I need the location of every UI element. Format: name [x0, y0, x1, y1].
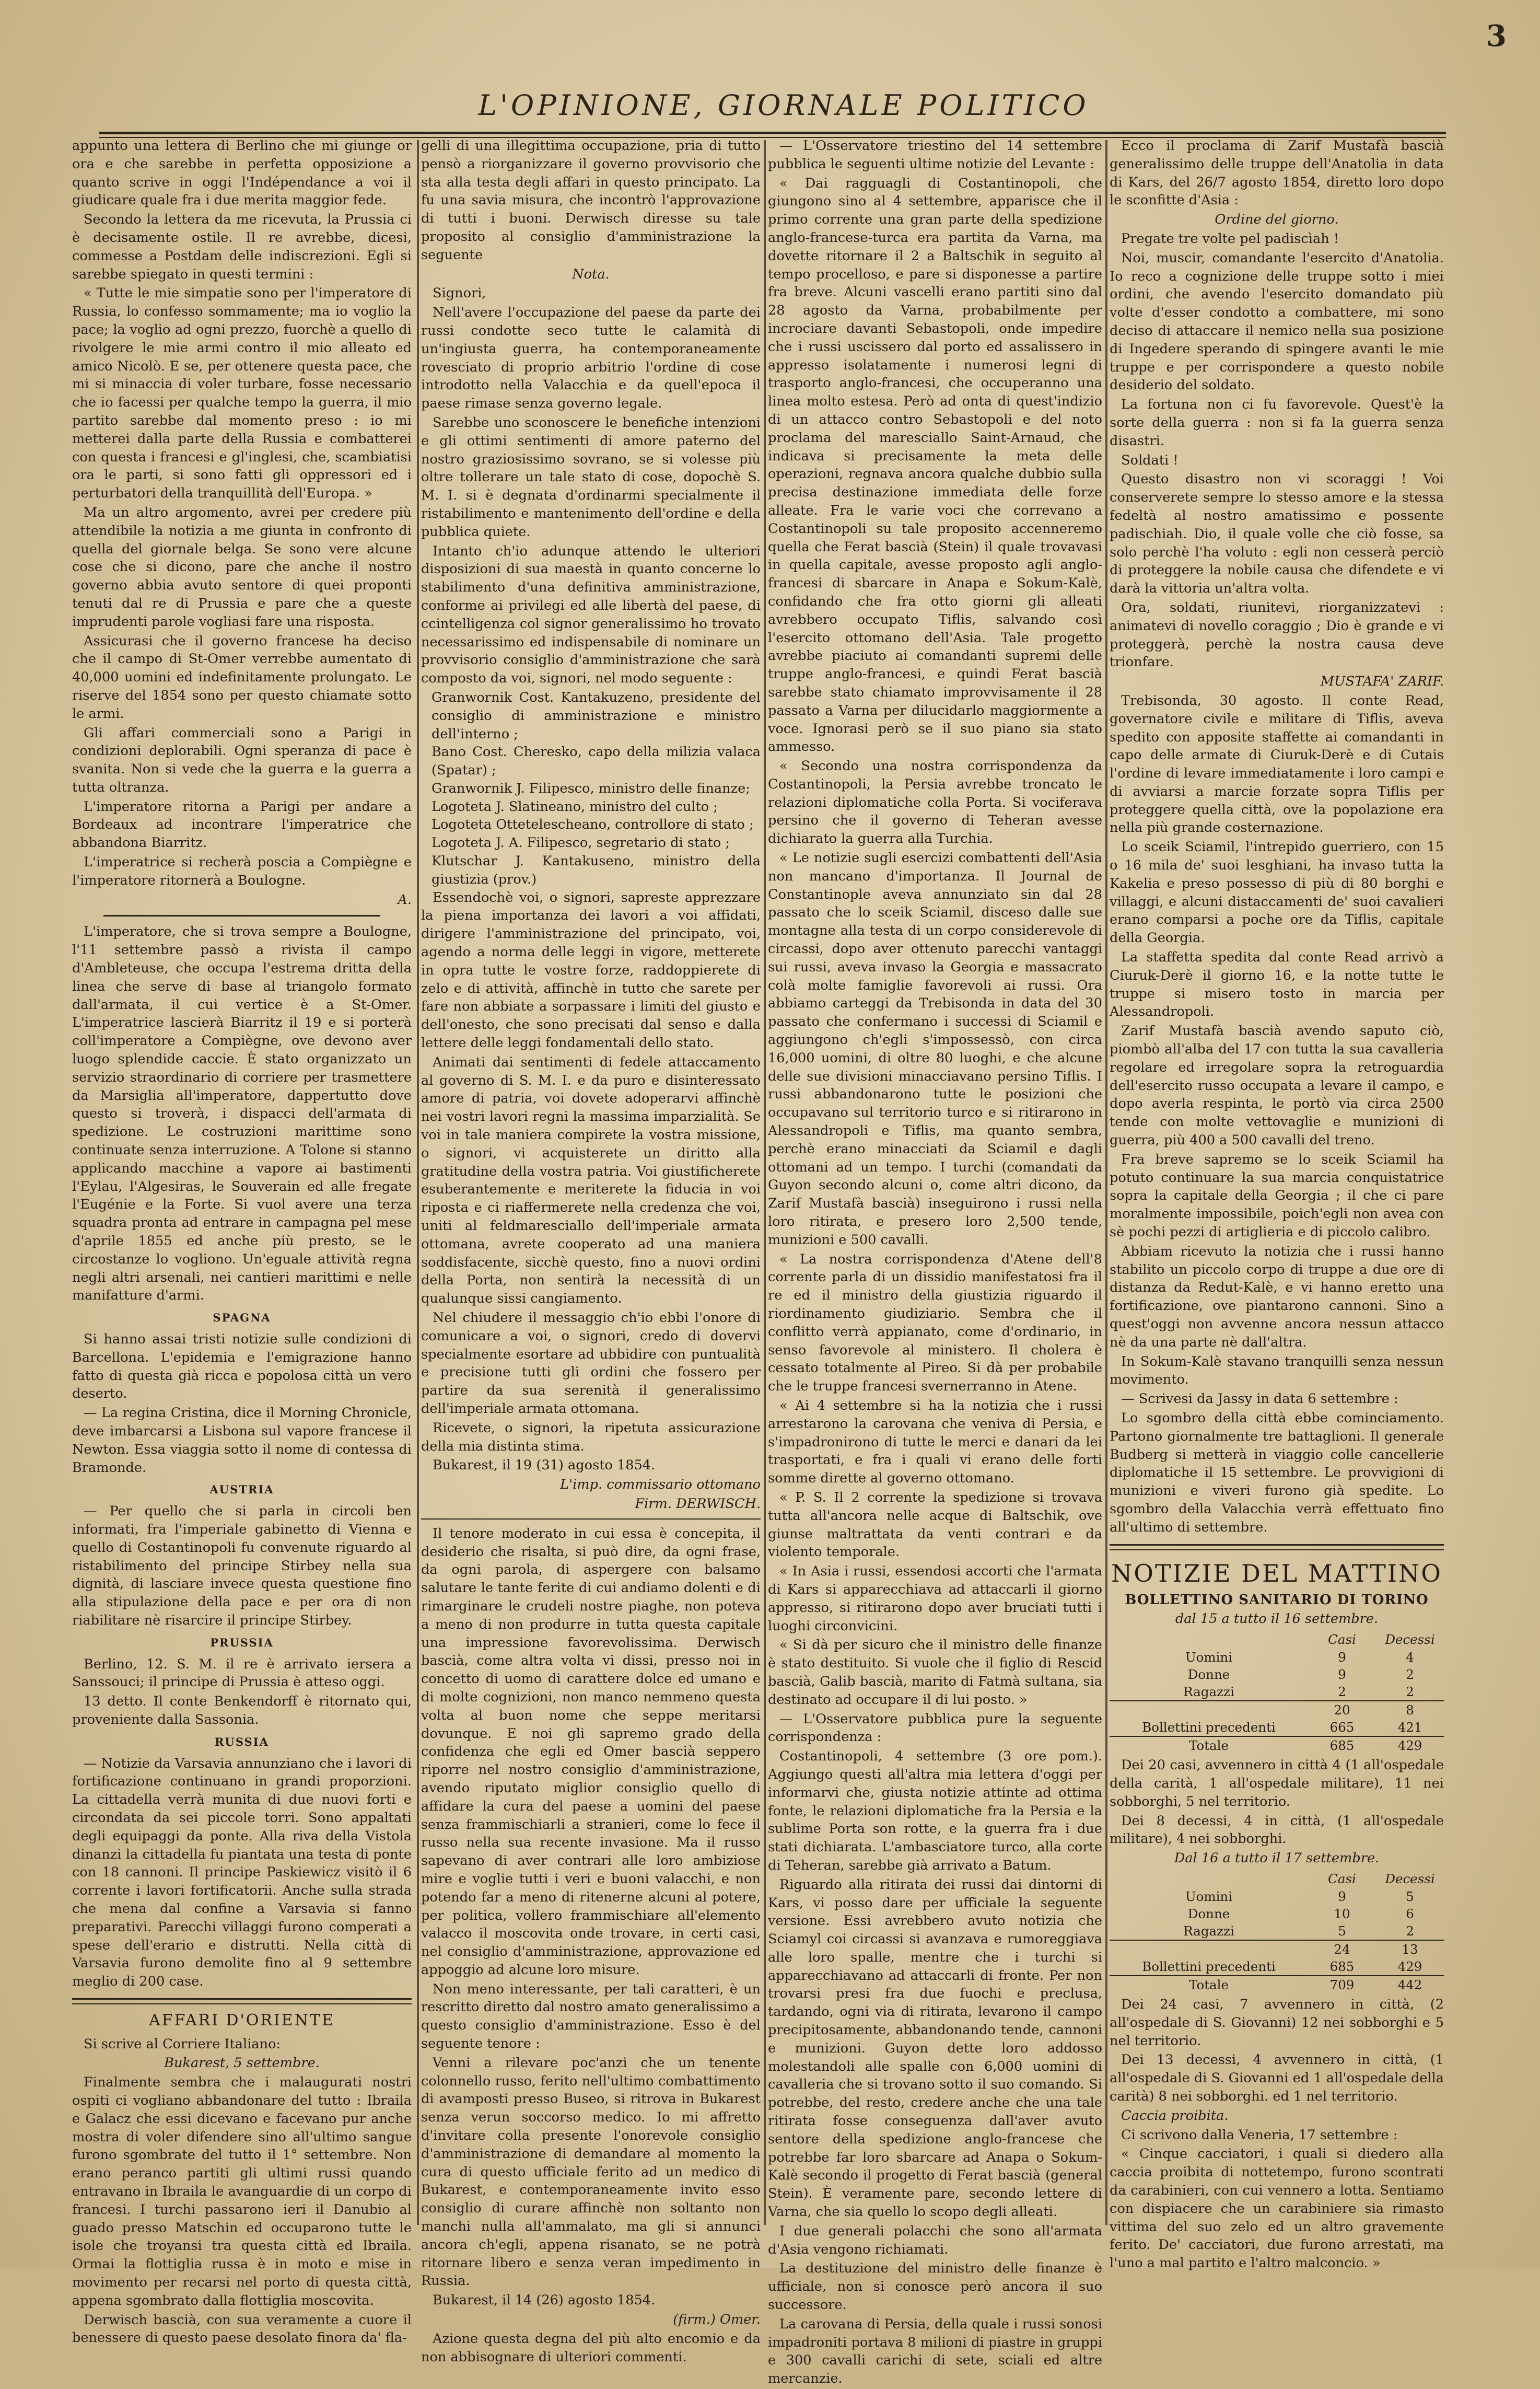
list-item: Granwornik Cost. Kantakuzeno, presidente del consiglio di amministrazione e ministro dell'interno ; [431, 689, 761, 742]
paragraph: — Notizie da Varsavia annunziano che i lavori di fortificazione continuano in grandi proporzioni. La cittadella verrà munita di due nuovi forti e circondata da sei piccole torri. Sono appaltati degli equipaggi da ponte. Alla riva della Vistola dinanzi la cittadella fu piantata una testa di ponte con 18 cannoni. Il principe Paskiewicz visitò il 6 corrente i lavori fortificatorii. Anche sulla strada che mena dal confine a Varsavia si fanno preparativi. Parecchi villaggi furono comperati a spese dell'erario e distrutti. Nella città di Varsavia furono demolite fino al 9 settembre meglio di 200 case. [72, 1755, 412, 1990]
paragraph: Dei 20 casi, avvennero in città 4 (1 all'ospedale della carità, 1 all'ospedale militare), 11 nei sobborghi, 5 nel territorio. [1110, 1757, 1444, 1810]
table-row-previous [1110, 1958, 1444, 1976]
cell-decessi: 429 [1376, 1736, 1444, 1754]
paragraph: « Tutte le mie simpatie sono per l'imperatore di Russia, lo confesso sommamente; ma io voglio la pace; la voglio ad ogni prezzo, fuorchè a quello di rivolgere le mie armi contro il mio alleato ed amico Nicolò. E se, per ottenere questa pace, che mi si minaccia di voler turbare, fosse necessario che io facessi per qualche tempo la guerra, il mio partito sarebbe dal momento preso : io mi metterei dalla parte della Russia e combatterei con questa i francesi e gl'inglesi, che, scambiatisi ora le parti, si sono fatti gli oppressori ed i perturbatori della tranquillità dell'Europa. » [72, 285, 412, 502]
row-label: Donne [1187, 1667, 1230, 1683]
paragraph: Soldati ! [1121, 452, 1179, 468]
paragraph: Gli affari commerciali sono a Parigi in condizioni deplorabili. Ogni speranza di pace è svanita. Non si vede che la guerra e la guerra a tutta oltranza. [72, 725, 412, 795]
paragraph: Dei 13 decessi, 4 avvennero in città, (1 all'ospedale di S. Giovanni ed 1 all'ospedale della carità) 8 nei sobborghi. ed 1 nel territorio. [1110, 2052, 1444, 2104]
paragraph: Si hanno assai tristi notizie sulle condizioni di Barcellona. L'epidemia e l'emigrazione hanno fatto di questa già ricca e popolosa città un vero deserto. [72, 1331, 412, 1402]
list-item: Logoteta J. Slatineano, ministro del culto ; [431, 798, 718, 815]
col-header-casi: Casi [1328, 1871, 1356, 1886]
list-item: Klutschar J. Kantakuseno, ministro della giustizia (prov.) [431, 853, 761, 887]
col-header-decessi: Decessi [1385, 1871, 1435, 1886]
paragraph: Derwisch bascià, con sua veramente a cuore il benessere di questo paese desolato finora da' fla- [72, 2312, 412, 2346]
table-row-previous [1110, 1719, 1444, 1736]
cell-casi: 709 [1308, 1976, 1376, 1993]
row-label: Uomini [1185, 1888, 1233, 1904]
section-heading-notizie-mattino: NOTIZIE DEL MATTINO [1111, 1559, 1442, 1587]
section-heading-austria: AUSTRIA [209, 1483, 274, 1497]
section-heading-spagna: SPAGNA [213, 1311, 271, 1325]
salutation: Signori, [433, 285, 486, 301]
list-item: Granwornik J. Filipesco, ministro delle finanze; [431, 780, 750, 796]
row-label: Uomini [1185, 1650, 1233, 1665]
paragraph: « Si dà per sicuro che il ministro delle finanze è stato destituito. Si vuole che il figlio di Rescid bascià, Galib bascià, marito di Fatmà sultana, sia destinato ad occupare il di lui posto. » [768, 1637, 1102, 1708]
paragraph: « Secondo una nostra corrispondenza da Costantinopoli, la Persia avrebbe troncato le relazioni diplomatiche colla Porta. Si vociferava persino che il governo di Teheran avesse dichiarato la guerra alla Turchia. [768, 758, 1102, 847]
paragraph: La fortuna non ci fu favorevole. Quest'è la sorte della guerra : non si fa la guerra senza disastri. [1110, 397, 1444, 449]
table-row [1110, 1666, 1444, 1683]
column-1 [72, 137, 412, 2348]
list-item: Logoteta Ottetelescheano, controllore di stato ; [431, 817, 754, 833]
paragraph: Nell'avere l'occupazione del paese da parte dei russi condotte seco tutte le calamità di un'ingiusta guerra, ha contemporaneamente rovesciato di proprio arbitrio l'ordine di cose introdotto nella Valacchia e da quell'epoca il paese rimase senza governo legale. [421, 305, 761, 412]
paragraph: I due generali polacchi che sono all'armata d'Asia vengono richiamati. [768, 2223, 1102, 2257]
paragraph: Dei 8 decessi, 4 in città, (1 all'ospedale militare), 4 nei sobborghi. [1110, 1813, 1444, 1847]
paragraph: Animati dai sentimenti di fedele attaccamento al governo di S. M. I. e da puro e disinteressato amore di patria, voi dovete adoperarvi affinchè nei vostri lavori regni la massima imparzialità. Se voi in tale maniera compirete la vostra missione, o signori, vi acquisterete un diritto alla gratitudine della vostra patria. Voi giustificherete esuberantemente e meriterete la fiducia in voi riposta e ci riaffermerete nella credenza che voi, uniti al feldmaresciallo dell'imperiale armata ottomana, avrete cooperato ad una maniera soddisfacente, sicchè questo, fino a nuovi ordini della Porta, non sentirà la necessità di un qualunque sissi cangiamento. [421, 1054, 761, 1307]
cell-casi: 5 [1338, 1923, 1346, 1939]
table-row-sum [1110, 1940, 1444, 1958]
paragraph: Noi, muscir, comandante l'esercito d'Anatolia. Io reco a cognizione delle truppe sotto i miei ordini, che avendo l'esercito domandato più volte d'esser condotto a combattere, mi sono deciso di attaccare il nemico nella sua posizione di Ingedere sperando di spingere avanti le mie truppe e per corrispondere a questo nobile desiderio del soldato. [1110, 250, 1444, 393]
row-label: Totale [1110, 1736, 1308, 1754]
double-rule [1110, 1544, 1444, 1550]
table-row-total [1110, 1736, 1444, 1754]
column-divider-3 [1105, 140, 1107, 2225]
order-title: Ordine del giorno. [1215, 212, 1339, 228]
cell-decessi: 5 [1406, 1888, 1414, 1904]
table-row-total [1110, 1976, 1444, 1993]
paragraph: L'imperatrice si recherà poscia a Compiègne e l'imperatore ritornerà a Boulogne. [72, 854, 412, 888]
row-label: Bollettini precedenti [1142, 1720, 1276, 1735]
paragraph: Ricevete, o signori, la ripetuta assicurazione della mia distinta stima. [421, 1420, 761, 1454]
paragraph: Si scrive al Corriere Italiano: [84, 2036, 281, 2052]
paragraph: Berlino, 12. S. M. il re è arrivato iersera a Sanssouci; il principe di Prussia è atteso oggi. [72, 1656, 412, 1690]
paragraph: appunto una lettera di Berlino che mi giunge or ora e che sarebbe in perfetta opposizione a quanto scrive in oggi l'Indépendance a voi il giudicare quale fra i due merita maggior fede. [72, 138, 412, 208]
cell-decessi: 421 [1397, 1720, 1422, 1735]
paragraph: Ma un altro argomento, avrei per credere più attendibile la notizia a me giunta in confronto di quella del giornale belga. Se sono vere alcune cose che si dicono, pare che anche il nostro governo abbia avuto sentore di quei proponti tenuti dal re di Prussia e pare che a queste imprudenti parole vogliasi fare una risposta. [72, 504, 412, 630]
paragraph: Costantinopoli, 4 settembre (3 ore pom.). Aggiungo questi all'altra mia lettera d'oggi per informarvi che, giusta notizie attinte ad ottima fonte, le relazioni diplomatiche fra la Persia e la sublime Porta son rotte, e la guerra fra i due stati dichiarata. L'ambasciatore turco, alla corte di Teheran, sarebbe già arrivato a Batum. [768, 1748, 1102, 1873]
paragraph: La staffetta spedita dal conte Read arrivò a Ciuruk-Derè il giorno 16, e la notte tutte le truppe si misero tosto in marcia per Alessandropoli. [1110, 949, 1444, 1020]
double-rule [72, 1998, 412, 2004]
paragraph: In Sokum-Kalè stavano tranquilli senza nessun movimento. [1110, 1353, 1444, 1388]
cell-casi: 10 [1334, 1906, 1350, 1921]
bulletin-period: dal 15 a tutto il 16 settembre. [1175, 1611, 1379, 1627]
paragraph: Lo sceik Sciamil, l'intrepido guerriero, con 15 o 16 mila de' suoi lesghiani, ha invaso tutta la Kakelia e preso possesso di più di 80 borghi e villaggi, e alcuni distaccamenti de' suoi cavalieri erano comparsi a poche ore da Tiflis, capitale della Georgia. [1110, 839, 1444, 946]
cell-casi: 24 [1308, 1940, 1376, 1958]
section-heading-prussia: PRUSSIA [210, 1636, 274, 1649]
paragraph: Finalmente sembra che i malaugurati nostri ospiti ci vogliano abbandonare del tutto : Ibraila e Galacz che essi dicevano e facevano pur anche mostra di voler difendere sino all'ultimo sangue furono sgombrate del tutto il 1° settembre. Non erano peranco partiti gli ultimi russi quando entravano in Ibraila le avanguardie di un corpo di francesi. I turchi passarono ieri il Danubio al guado presso Matschin ed occuparono tutte le isole che troyansi tra questa città ed Ibraila. Ormai la flottiglia russa è in moto e mise in movimento per recarsi nel porto di questa città, appena sgombrato dalla flottiglia moscovita. [72, 2074, 412, 2309]
paragraph: Zarif Mustafà bascià avendo saputo ciò, piombò all'alba del 17 con tutta la sua cavalleria regolare ed irregolare sopra la retroguardia dell'esercito russo occupata a levare il campo, e dopo averla respinta, le portò via circa 2500 tende con molte vettovaglie e munizioni di guerra, più 400 a 500 cavalli del treno. [1110, 1023, 1444, 1149]
note-title: Nota. [572, 266, 610, 282]
table-row [1110, 1649, 1444, 1666]
cell-decessi: 2 [1406, 1667, 1414, 1683]
paragraph: « Ai 4 settembre si ha la notizia che i russi arrestarono la carovana che veniva di Persia, e s'impadronirono di tutte le merci e danari da lei trasportati, e fra i quali vi erano delle forti somme dirette al governo ottomano. [768, 1397, 1102, 1487]
bulletin-title: BOLLETTINO SANITARIO DI TORINO [1125, 1592, 1429, 1608]
paragraph: « Le notizie sugli esercizi combattenti dell'Asia non mancano d'importanza. Il Journal de Constantinople aveva annunziato sin dal 28 passato che lo sceik Sciamil, disceso dalle sue montagne alla testa di un corpo considerevole di circassi, dopo aver ottenuto parecchi vantaggi sui russi, aveva invaso la Georgia e massacrato colà molte famiglie favorevoli ai russi. Ora abbiamo carteggi da Trebisonda in data del 30 passato che confermano i successi di Sciamil e aggiungono ch'egli s'impossessò, con circa 16,000 uomini, di oltre 80 luoghi, e che alcune delle sue divisioni minacciavano persino Tiflis. I russi abbandonarono tutte le posizioni che occupavano sul territorio turco e si ritirarono in Alessandropoli e Tiflis, ma quanto sembra, perchè erano minacciati da Sciamil e dagli ottomani ad un tempo. I turchi (comandati da Guyon secondo alcuni o, come altri dicono, da Zarif Mustafà bascià) inseguirono i russi nella loro ritirata, e presero loro 2,500 tende, munizioni e 500 cavalli. [768, 850, 1102, 1248]
paragraph: La carovana di Persia, della quale i russi sonosi impadroniti portava 8 milioni di piastre in gruppi e 300 cavalli carichi di sete, sciali ed altre mercanzie. [768, 2316, 1102, 2387]
table-row [1110, 1683, 1444, 1701]
paragraph: « Cinque cacciatori, i quali si diedero alla caccia proibita di nottetempo, furono scontrati da carabinieri, con cui vennero a lotta. Sentiamo con dispiacere che un carabiniere sia rimasto vittima del suo zelo ed un altro gravemente ferito. De' cacciatori, due furono arrestati, ma l'uno a mal partito e l'altro malconcio. » [1110, 2146, 1444, 2271]
paragraph: Ci scrivono dalla Veneria, 17 settembre : [1121, 2127, 1398, 2143]
row-label: Bollettini precedenti [1142, 1958, 1276, 1974]
paragraph: Ecco il proclama di Zarif Mustafà bascià generalissimo delle truppe dell'Anatolia in data di Kars, del 26/7 agosto 1854, diretto loro dopo le sconfitte d'Asia : [1110, 138, 1444, 208]
paragraph: Essendochè voi, o signori, sapreste apprezzare la piena importanza dei lavori a voi affidati, dirigere l'amministrazione del principato, voi, agendo a norma delle leggi in vigore, metterete in opra tutte le vostre forze, raddoppierete di zelo e di attività, affinchè in tutto che sarete per fare non abbiate a sorpassare i limiti del giusto e dell'onesto, che sono precisati dal senso e dalla lettere delle leggi fondamentali dello stato. [421, 889, 761, 1051]
cell-casi: 9 [1338, 1888, 1346, 1904]
paragraph: Riguardo alla ritirata dei russi dai dintorni di Kars, vi posso dare per ufficiale la seguente versione. Essi avrebbero avuto notizia che Sciamyl coi circassi si avanzava e rumoreggiava alle loro spalle, mentre che i turchi si apparecchiavano ad attaccarli di fronte. Per non trovarsi presi fra due fuochi e preclusa, tardando, ogni via di ritirata, levarono il campo precipitosamente, abbandonando tende, cannoni e munizioni. Guyon dette loro addosso molestandoli alle spalle con 6,000 uomini di cavalleria che si trovano sotto il suo comando. Si potrebbe, del resto, credere anche che una tale ritirata fosse conseguenza dall'aver avuto sentore della spedizione anglo-francese che potrebbe far loro sbarcare ad Anapa o Sokum-Kalè secondo il progetto di Ferat bascià (general Stein). È veramente pare, secondo lettere di Varna, che sia quello lo scopo degli alleati. [768, 1876, 1102, 2220]
cell-decessi: 2 [1406, 1684, 1414, 1700]
row-label: Ragazzi [1183, 1923, 1234, 1939]
cell-casi: 685 [1308, 1736, 1376, 1754]
paragraph: Questo disastro non vi scoraggi ! Voi conserverete sempre lo stesso amore e la stessa fedeltà al nostro amatissimo e possente padischiah. Dio, il quale volle che ciò fosse, sa solo perchè l'ha voluto : egli non cesserà perciò di proteggere la nobile causa che difendete e vi darà la vittoria un'altra volta. [1110, 471, 1444, 597]
paragraph: Intanto ch'io adunque attendo le ulteriori disposizioni di sua maestà in quanto concerne lo stabilimento d'una definitiva amministrazione, conforme ai privilegi ed alle libertà del paese, di ccintelligenza col signor generalissimo ho trovato necessarissimo ed indispensabile di nominare un provvisorio consiglio d'amministrazione che sarà composto da voi, signori, nel modo seguente : [421, 543, 761, 687]
list-item: Logoteta J. A. Filipesco, segretario di stato ; [431, 835, 730, 851]
paragraph: Assicurasi che il governo francese ha deciso che il campo di St-Omer verrebbe aumentato di 40,000 uomini ed indefinitamente prolungato. Le riserve del 1854 sono per questo chiamate sotto le armi. [72, 633, 412, 722]
cell-decessi: 6 [1406, 1906, 1414, 1921]
section-heading-russia: RUSSIA [215, 1735, 269, 1748]
paragraph: Abbiam ricevuto la notizia che i russi hanno stabilito un piccolo corpo di truppe a due ore di distanza da Redut-Kalè, e vi hanno eretto una fortificazione, ove piantarono cannoni. Sino a quest'oggi non avvenne ancora nessun attacco nè da una parte nè dall'altra. [1110, 1243, 1444, 1350]
cell-decessi: 2 [1406, 1923, 1414, 1939]
cell-decessi: 4 [1406, 1650, 1414, 1665]
table-row [1110, 1905, 1444, 1922]
paragraph: gelli di una illegittima occupazione, pria di tutto pensò a riorganizzare il governo provvisorio che sta alla testa degli affari in questo principato. La fu una savia misura, che incontrò l'approvazione di tutti i buoni. Derwisch diresse su tale proposito al consiglio d'amministrazione la seguente [421, 138, 761, 263]
paragraph: Lo sgombro della città ebbe cominciamento. Partono giornalmente tre battaglioni. Il generale Budberg si metterà in viaggio colle cancellerie diplomatiche il 15 settembre. Le provvigioni di munizioni e viveri furono già spedite. Lo sgombro della Valacchia verrà effettuato fino all'ultimo di settembre. [1110, 1410, 1444, 1535]
paragraph: « Dai ragguagli di Costantinopoli, che giungono sino al 4 settembre, apparisce che il primo corrente una gran parte della spedizione anglo-francese-turca era partita da Varna, ma dovette ritornare il 2 a Baltschik in seguito al tempo procelloso, e pare si disponesse a partire fra breve. Alcuni vascelli erano partiti sino dal 28 agosto da Varna, probabilmente per incrociare davanti Sebastopoli, onde impedire che i russi uscissero dal porto ed assalissero in appresso isolatamente i numerosi legni di trasporto anglo-francesi, che occuperanno una linea molto estesa. Però ad onta di quest'indizio di un attacco contro Sebastopoli e del noto proclama del maresciallo Saint-Arnaud, che indicava si precisamente la meta delle operazioni, regnava ancora qualche dubbio sulla precisa destinazione immediata delle forze alleate. Fra le varie voci che correvano a Costantinopoli su tale proposito accenneremo quella che Ferat bascià (Stein) il quale trovavasi in quella capitale, avesse proposto agli anglo-francesi di sbarcare in Anapa e Sokum-Kalè, confidando che fra otto giorni gli alleati avrebbero occupato Tiflis, salvando così l'esercito ottomano dell'Asia. Tale progetto avrebbe piaciuto ai comandanti supremi delle truppe anglo-francesi, e quindi Ferat bascià sarebbe stato chiamato improvvisamente il 28 passato a Varna per dilucidarlo maggiormente a voce. Ignorasi però se il suo piano sia stato ammesso. [768, 175, 1102, 755]
separator [103, 915, 380, 917]
dateline: Bukarest, il 14 (26) agosto 1854. [433, 2292, 656, 2309]
cell-casi: 9 [1338, 1667, 1346, 1683]
signature: L'imp. commissario ottomano [560, 1477, 761, 1493]
paragraph: — L'Osservatore pubblica pure la seguente corrispondenza : [768, 1711, 1102, 1745]
row-label: Ragazzi [1183, 1684, 1234, 1700]
paragraph: « P. S. Il 2 corrente la spedizione si trovava tutta all'ancora nelle acque di Baltschik, ove giunse maltrattata da venti contrari e da violento temporale. [768, 1489, 1102, 1560]
paragraph: Sarebbe uno sconoscere le benefiche intenzioni e gli ottimi sentimenti di amore paterno del nostro graziosissimo sovrano, se si volesse più oltre tollerare un tale stato di cose, dopochè S. M. I. si è degnata d'ordinarmi specialmente il ristabilimento e mantenimento dell'ordine e della pubblica quiete. [421, 414, 761, 540]
dateline: Bukarest, il 19 (31) agosto 1854. [433, 1457, 656, 1474]
column-divider-1 [417, 140, 419, 2225]
column-3 [768, 137, 1102, 2389]
list-item: Bano Cost. Cheresko, capo della milizia valaca (Spatar) ; [431, 744, 761, 779]
paragraph: Nel chiudere il messaggio ch'io ebbi l'onore di comunicare a voi, o signori, credo di dovervi specialmente esortare ad ubbidire con puntualità e precisione tutti gli ordini che fossero per partire da sua serenità il generalissimo dell'imperiale armata ottomana. [421, 1310, 761, 1417]
paragraph: Fra breve sapremo se lo sceik Sciamil ha potuto continuare la sua marcia conquistatrice sopra la capitale della Georgia ; il che ci pare moralmente impossibile, poich'egli non avea con sè pochi pezzi di artiglieria e di piccolo calibro. [1110, 1151, 1444, 1240]
bulletin-table-2 [1110, 1870, 1444, 1993]
cell-casi: 685 [1329, 1958, 1355, 1974]
paragraph: Trebisonda, 30 agosto. Il conte Read, governatore civile e militare di Tiflis, aveva spedito con apposite staffette ai comandanti in capo delle armate di Ciuruk-Derè e di Cutais l'ordine di levare immediatamente i loro campi e di avviarsi a marcie forzate sopra Tiflis per proteggere quella città, ove la popolazione era nella più grande costernazione. [1110, 692, 1444, 836]
signature: Firm. DERWISCH. [635, 1495, 761, 1512]
cell-casi: 9 [1338, 1650, 1346, 1665]
paragraph: L'imperatore ritorna a Parigi per andare a Bordeaux ad incontrare l'imperatrice che abbandona Biarritz. [72, 798, 412, 851]
signature: (firm.) Omer. [673, 2312, 761, 2328]
paragraph: Azione questa degna del più alto encomio e da non abbisognare di ulteriori commenti. [421, 2330, 761, 2365]
paragraph: Non meno interessante, per tali caratteri, è un rescritto diretto dal nostro amato generalissimo a questo consiglio d'amministrazione. Esso è del seguente tenore : [421, 1981, 761, 2052]
cell-decessi: 429 [1397, 1958, 1422, 1974]
bulletin-period: Dal 16 a tutto il 17 settembre. [1174, 1850, 1380, 1866]
row-label: Totale [1110, 1976, 1308, 1993]
table-row [1110, 1922, 1444, 1940]
running-head: L'OPINIONE, GIORNALE POLITICO [478, 89, 1089, 122]
paragraph: — La regina Cristina, dice il Morning Chronicle, deve imbarcarsi a Lisbona sul vapore francese il Newton. Essa viaggia sotto il nome di contessa di Bramonde. [72, 1405, 412, 1476]
row-label: Donne [1187, 1906, 1230, 1921]
paragraph: L'imperatore, che si trova sempre a Boulogne, l'11 settembre passò a rivista il campo d'Ambleteuse, che occupa l'estrema dritta della linea che serve di base al triangolo formato dall'armata, il cui vertice è a St-Omer. L'imperatrice lascierà Biarritz il 19 e si porterà coll'imperatore a Compiègne, ove devono aver luogo splendide caccie. È stato organizzato un servizio straordinario di corriere per trasmettere da Marsiglia all'imperatore, dappertutto dove questo si troverà, i dispacci dell'armata di spedizione. Le costruzioni marittime sono continuate senza interruzione. A Tolone si stanno applicando macchine a vapore ai bastimenti l'Eylau, l'Algesiras, le Souverain ed alle fregate l'Eugénie e la Forte. Si vuol avere una terza squadra pronta ad entrare in campagna pel mese d'aprile 1855 ed anche più presto, se le circostanze lo vogliono. Un'eguale attività regna negli altri arsenali, nei cantieri marittimi e nelle manifatture d'armi. [72, 924, 412, 1304]
page-number: 3 [1486, 19, 1507, 53]
paragraph: Dei 24 casi, 7 avvennero in città, (2 all'ospedale di S. Giovanni) 12 nei sobborghi e 5 nel territorio. [1110, 1996, 1444, 2049]
section-heading-affari-oriente: AFFARI D'ORIENTE [149, 2011, 335, 2030]
paragraph: Secondo la lettera da me ricevuta, la Prussia ci è decisamente ostile. Il re avrebbe, dicesi, commesse a Postdam delle indiscrezioni. Egli si sarebbe spiegato in questi termini : [72, 212, 412, 282]
cell-casi: 20 [1308, 1701, 1376, 1719]
paragraph: — Per quello che si parla in circoli ben informati, fra l'imperiale gabinetto di Vienna e quello di Costantinopoli fu convenute riguardo al ristabilimento del principe Stirbey nella sua dignità, di lasciare invece questa questione fino alla stipulazione della pace e per ora di non riabilitare nè risarcire il principe Stirbey. [72, 1503, 412, 1628]
bulletin-table-1 [1110, 1630, 1444, 1754]
separator [421, 1518, 761, 1520]
paragraph: Pregate tre volte pel padiscìah ! [1121, 230, 1339, 247]
paragraph: 13 detto. Il conte Benkendorff è ritornato qui, proveniente dalla Sassonia. [72, 1694, 412, 1727]
paragraph: La destituzione del ministro delle finanze è ufficiale, non si conosce però ancora il suo successore. [768, 2260, 1102, 2313]
paragraph: — Scrivesi da Jassy in data 6 settembre : [1121, 1391, 1398, 1407]
cell-decessi: 13 [1376, 1940, 1444, 1958]
column-divider-2 [764, 140, 766, 2225]
paragraph: Il tenore moderato in cui essa è concepita, il desiderio che risalta, si può dire, da ogni frase, da ogni parola, di aspergere con balsamo salutare le tante ferite di cui andiamo dolenti e di rimarginare le crudeli nostre piaghe, non poteva a meno di non produrre in tutta questa capitale una impressione favorevolissima. Derwisch bascià, come altra volta vi dissi, presso noi in concetto di uomo di carattere dolce ed umano e di molte cognizioni, non manco nemmeno questa volta al buon nome che seppe meritarsi dovunque. E noi gli sapremo grado della confidenza che egli ed Omer bascià seppero riporre nel nostro consiglio d'amministrazione, avendo riputato miglior consiglio quello di affidare la cura del paese a uomini del paese senza frammischiarli a stranieri, come lo fece il russo nella sua recente invasione. Ma il russo sapevano di aver contrari alle loro ambiziose mire e voglie tutti i veri e buoni valacchi, e non potendo far a meno di ritenerne alcuni al potere, per politica, vollero frammischiare all'elemento valacco il moscovita onde trovare, in certi casi, nel consiglio d'amministrazione, approvazione ed appoggio ad alcune loro misure. [421, 1525, 761, 1978]
paragraph: — L'Osservatore triestino del 14 settembre pubblica le seguenti ultime notizie del Levante : [768, 138, 1102, 172]
col-header-decessi: Decessi [1385, 1632, 1435, 1648]
column-2 [421, 137, 761, 2367]
subsection-heading-caccia: Caccia proibita. [1121, 2107, 1229, 2124]
paragraph: Venni a rilevare poc'anzi che un tenente colonnello russo, ferito nell'ultimo combattimento di avamposti presso Buseo, si ritrova in Bukarest senza verun soccorso medico. Io mi affretto d'invitare colla presente l'onorevole consiglio d'amministrazione di demandare al momento la cura di questo ufficiale ferito ad un medico di Bukarest, e contemporaneamente invito esso consiglio di curare affinchè non soltanto non manchi nulla all'ammalato, ma gli si annunci ancora ch'egli, appena risanato, se ne potrà ritornare libero e senza veran impedimento in Russia. [421, 2055, 761, 2289]
dateline: Bukarest, 5 settembre. [164, 2055, 320, 2071]
column-4 [1110, 137, 1444, 2274]
header-rule-thick [99, 132, 1446, 134]
paragraph: « La nostra corrispondenza d'Atene dell'8 corrente parla di un dissidio manifestatosi fra il re ed il ministro della giustizia riguardo il riordinamento giudiziario. Sembra che il conflitto verrà appianato, come d'ordinario, in senso favorevole al ministero. Il cholera è cessato totalmente al Pireo. Si dà per probabile che le truppe francesi svernerranno in Atene. [768, 1251, 1102, 1395]
col-header-casi: Casi [1328, 1632, 1356, 1648]
paragraph: « In Asia i russi, essendosi accorti che l'armata di Kars si apparecchiava ad attaccarli il giorno appresso, si ritirarono dopo aver bruciati tutti i luoghi circonvicini. [768, 1563, 1102, 1634]
cell-decessi: 442 [1376, 1976, 1444, 1993]
table-row-sum [1110, 1701, 1444, 1719]
signature: MUSTAFA' ZARIF. [1320, 674, 1444, 690]
table-row [1110, 1888, 1444, 1905]
signature: A. [398, 891, 412, 908]
paragraph: Ora, soldati, riunitevi, riorganizzatevi : animatevi di novello coraggio ; Dio è grande e vi proteggerà, perchè la nostra causa deve trionfare. [1110, 599, 1444, 670]
cell-decessi: 8 [1376, 1701, 1444, 1719]
cell-casi: 665 [1329, 1720, 1355, 1735]
cell-casi: 2 [1338, 1684, 1346, 1700]
